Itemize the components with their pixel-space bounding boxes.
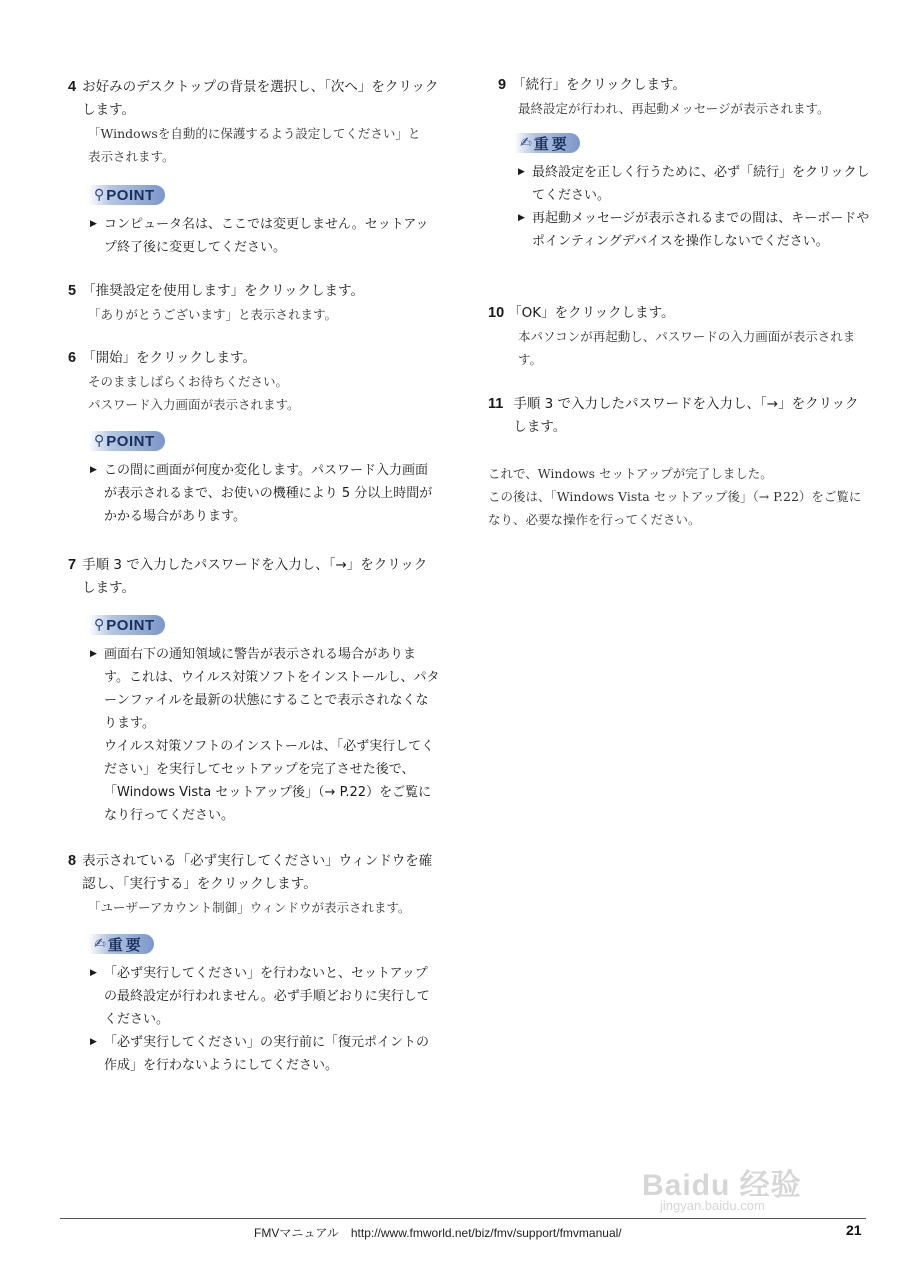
magnifier-icon: ⚲ [94,617,105,633]
step-instruction: 手順 3 で入力したパスワードを入力し、「→」をクリックします。 [513,396,859,435]
point-label: POINT [106,616,155,634]
step-10 [488,302,872,371]
step-description: そのまましばらくお待ちください。 [88,374,289,389]
important-item [488,161,872,207]
step-description: パスワード入力画面が表示されます。 [88,397,300,412]
closing-paragraph [488,462,872,531]
step-number: 10 [488,305,505,321]
point-label: POINT [106,186,155,204]
triangle-right-icon: ▶ [518,213,525,223]
step-number: 4 [68,79,77,95]
important-item [68,962,440,1031]
step-number: 8 [68,853,77,869]
magnifier-icon: ⚲ [94,187,105,203]
important-label: 重要 [107,936,144,954]
important-item [68,1031,440,1077]
important-text: 最終設定を正しく行うために、必ず「続行」をクリックしてください。 [532,165,870,203]
step-9 [488,74,872,253]
point-item [68,213,440,259]
step-description: 「ユーザーアカウント制御」ウィンドウが表示されます。 [88,900,411,915]
important-text: 再起動メッセージが表示されるまでの間は、キーボードやポインティングデバイスを操作しないでください。 [532,211,870,249]
triangle-right-icon: ▶ [90,649,97,659]
step-number: 7 [68,557,77,573]
step-description: 表示されます。 [88,149,175,164]
triangle-right-icon: ▶ [90,465,97,475]
pencil-hand-icon: ✍ [94,936,106,952]
magnifier-icon: ⚲ [94,433,105,449]
step-instruction: 「推奨設定を使用します」をクリックします。 [82,283,364,299]
baidu-watermark: Baidu 经验 [642,1169,802,1202]
point-text: この間に画面が何度か変化します。パスワード入力画面が表示されるまで、お使いの機種により 5 分以上時間がかかる場合があります。 [104,463,433,524]
step-instruction: お好みのデスクトップの背景を選択し、「次へ」をクリックします。 [82,79,439,118]
step-instruction: 「開始」をクリックします。 [82,350,256,366]
step-instruction: 表示されている「必ず実行してください」ウィンドウを確認し、「実行する」をクリックします。 [82,853,433,892]
closing-line: この後は、「Windows Vista セットアップ後」（→ P.22）をご覧になり、必要な操作を行ってください。 [488,489,862,527]
step-5 [68,280,440,326]
point-item [68,459,440,528]
step-description: 「ありがとうございます」と表示されます。 [88,307,338,322]
important-badge [514,133,580,153]
step-number: 5 [68,283,77,299]
point-label: POINT [106,432,155,450]
point-item [68,643,440,827]
important-label: 重要 [533,135,570,153]
step-4 [68,76,440,259]
step-number: 6 [68,350,77,366]
closing-line: これで、Windows セットアップが完了しました。 [488,466,773,481]
point-badge [88,615,165,635]
triangle-right-icon: ▶ [90,219,97,229]
triangle-right-icon: ▶ [90,1037,97,1047]
step-description: 最終設定が行われ、再起動メッセージが表示されます。 [518,101,830,116]
point-badge [88,185,165,205]
triangle-right-icon: ▶ [90,968,97,978]
point-text: 画面右下の通知領域に警告が表示される場合があります。これは、ウイルス対策ソフトをインストールし、パターンファイルを最新の状態にすることで表示されなくなります。 [104,647,440,731]
point-text: コンピュータ名は、ここでは変更しません。セットアップ終了後に変更してください。 [104,217,429,255]
step-number: 9 [498,77,507,93]
important-text: 「必ず実行してください」を行わないと、セットアップの最終設定が行われません。必ず手順どおりに実行してください。 [104,966,430,1027]
step-instruction: 手順 3 で入力したパスワードを入力し、「→」をクリックします。 [82,557,428,596]
step-description: 「Windowsを自動的に保護するよう設定してください」と [88,126,421,141]
important-item [488,207,872,253]
step-number: 11 [488,396,504,412]
important-badge [88,934,154,954]
step-instruction: 「OK」をクリックします。 [508,305,675,321]
step-8 [68,850,440,1077]
point-badge [88,431,165,451]
footer-rule [60,1218,866,1219]
triangle-right-icon: ▶ [518,167,525,177]
footer-url: FMVマニュアル http://www.fmworld.net/biz/fmv/support/fmvmanual/ [254,1226,622,1240]
important-text: 「必ず実行してください」の実行前に「復元ポイントの作成」を行わないようにしてください。 [104,1035,430,1073]
page-number: 21 [846,1222,862,1238]
step-6 [68,347,440,528]
baidu-watermark-url: jingyan.baidu.com [660,1198,765,1213]
point-text-continued: ウイルス対策ソフトのインストールは、「必ず実行してください」を実行してセットアップを完了させた後で、「Windows Vista セットアップ後」（→ P.22）をご覧になり行ってください。 [104,739,435,823]
step-instruction: 「続行」をクリックします。 [512,77,686,93]
step-11 [488,393,872,439]
step-7 [68,554,440,827]
step-description: 本パソコンが再起動し、パスワードの入力画面が表示されます。 [518,329,856,367]
pencil-hand-icon: ✍ [520,135,532,151]
